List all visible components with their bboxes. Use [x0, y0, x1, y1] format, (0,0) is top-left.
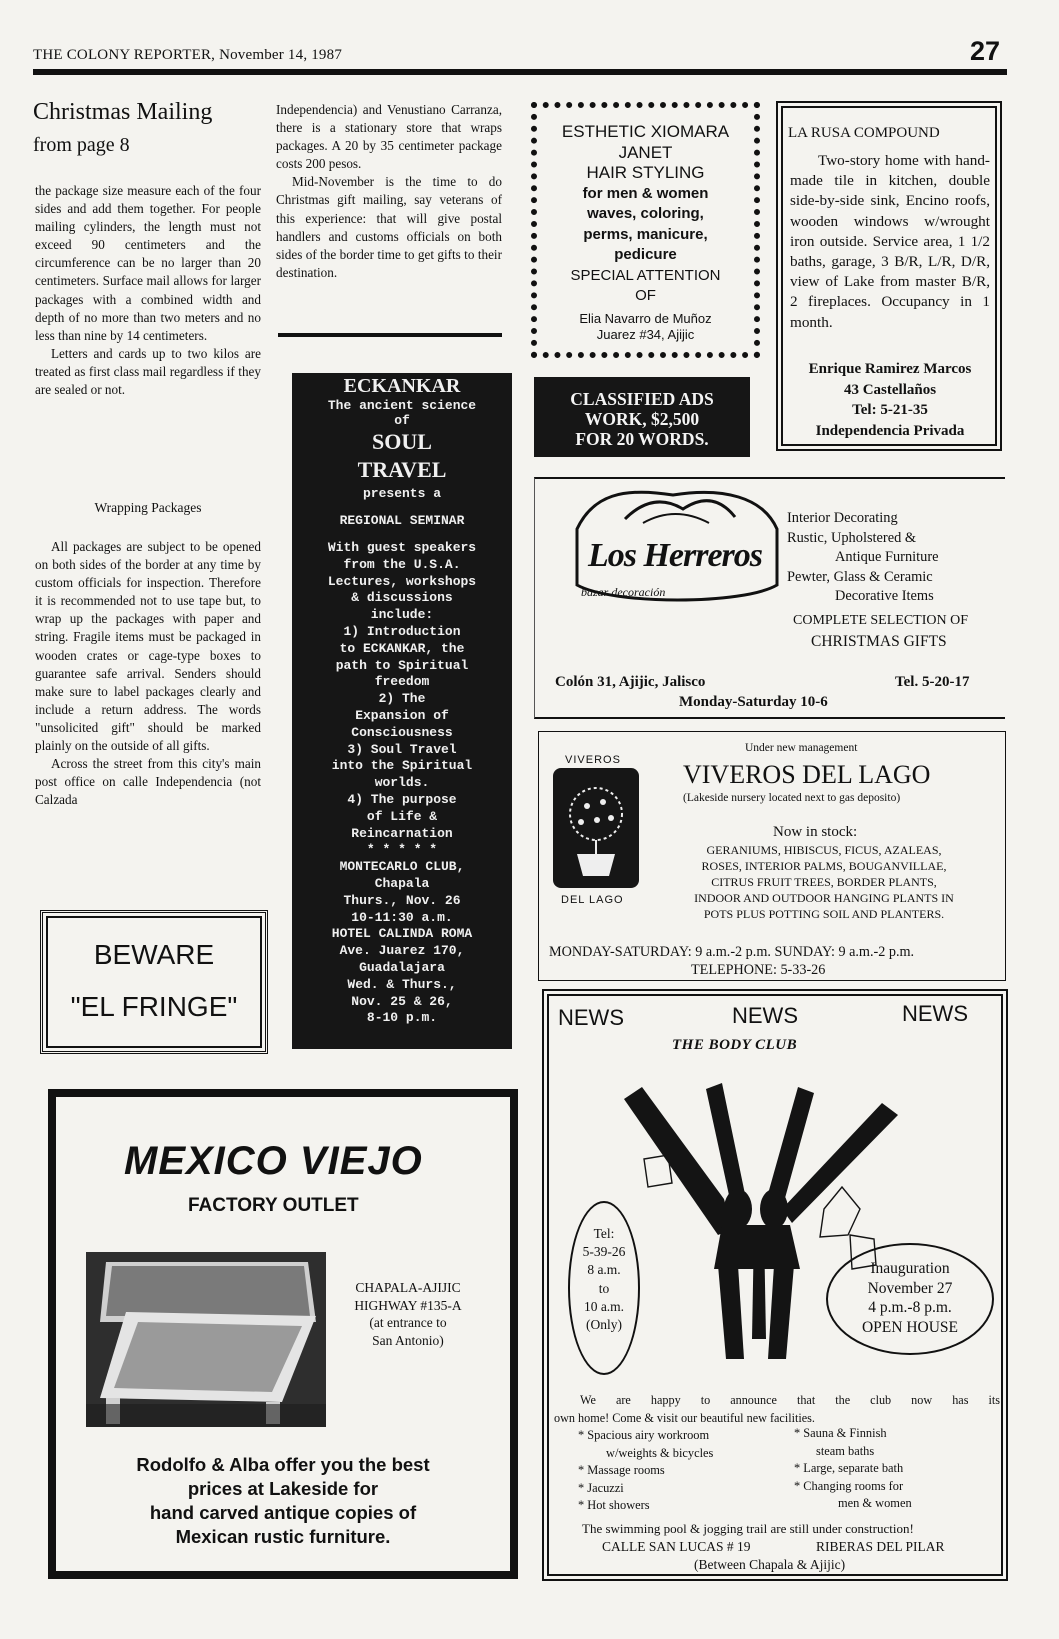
eckankar-travel: TRAVEL — [357, 457, 447, 482]
xiomara-line: waves, coloring, — [587, 205, 704, 222]
header-rule — [33, 69, 1007, 75]
furniture-photo — [86, 1252, 326, 1427]
eckankar-line: Expansion of — [355, 707, 449, 723]
herreros-gifts: CHRISTMAS GIFTS — [811, 633, 947, 650]
mexico-viejo-subtitle: FACTORY OUTLET — [188, 1195, 359, 1216]
eckankar-line: Thurs., Nov. 26 — [343, 892, 461, 908]
mexico-viejo-title: MEXICO VIEJO — [124, 1139, 423, 1183]
body-club-ad — [542, 989, 1008, 1581]
eckankar-line: worlds. — [374, 775, 430, 791]
classified-line2: WORK, $2,500 — [584, 409, 700, 429]
beware-line1: BEWARE — [93, 939, 215, 970]
viveros-subtitle: (Lakeside nursery located next to gas deposito) — [683, 792, 901, 804]
mexico-viejo-address-line: HIGHWAY #135-A — [354, 1297, 462, 1313]
la-rusa-title: LA RUSA COMPOUND — [788, 125, 940, 141]
eckankar-line: HOTEL CALINDA ROMA — [331, 926, 473, 942]
body-club-announce2: own home! Come & visit our beautiful new facilities. — [554, 1411, 815, 1425]
viveros-management: Under new management — [745, 742, 858, 754]
mexico-viejo-address-line: (at entrance to — [369, 1315, 447, 1330]
article-col1-bottom — [35, 538, 261, 809]
beware-ad — [40, 910, 268, 1054]
mexico-viejo-tagline-line: Mexican rustic furniture. — [175, 1526, 391, 1547]
eckankar-line: 8-10 p.m. — [366, 1010, 438, 1026]
eckankar-tagline-of: of — [394, 413, 410, 428]
eckankar-presents: presents a — [362, 486, 441, 501]
inauguration-line: Inauguration — [870, 1260, 950, 1277]
xiomara-line: for men & women — [582, 184, 709, 202]
amenity-item: * Changing rooms for — [794, 1478, 904, 1493]
eckankar-line: 4) The purpose — [347, 791, 457, 807]
news-label: NEWS — [558, 1005, 624, 1030]
xiomara-line: HAIR STYLING — [586, 163, 705, 182]
xiomara-line: OF — [635, 287, 656, 304]
eckankar-line: Nov. 25 & 26, — [351, 993, 453, 1009]
eckankar-line: Guadalajara — [359, 959, 445, 975]
tel-line: to — [598, 1280, 610, 1296]
classified-line1: CLASSIFIED ADS — [570, 389, 714, 409]
viveros-stock-line: ROSES, INTERIOR PALMS, BOUGANVILLAE, — [701, 859, 947, 873]
plant-pot-icon — [553, 768, 639, 888]
inauguration-oval — [826, 1243, 994, 1355]
viveros-stock-line: CITRUS FRUIT TREES, BORDER PLANTS, — [711, 875, 937, 889]
la-rusa-body: Two-story home with hand-made tile in kitchen, double side-by-side sink, Encino roofs, wooden windows w/wrought iron outside. Service area, 1 1/2 baths, garage, 3 B/R, L/R, D/R, view of Lake from master B/R, 2 fireplaces. Occupancy in 1 month. — [790, 152, 990, 331]
amenity-item: men & women — [838, 1496, 912, 1511]
amenity-item: w/weights & bicycles — [606, 1445, 714, 1460]
eckankar-line: Lectures, workshops — [327, 573, 477, 589]
viveros-stock-line: POTS PLUS POTTING SOIL AND PLANTERS. — [703, 907, 945, 921]
herreros-ad — [534, 477, 1005, 719]
xiomara-line: perms, manicure, — [583, 225, 708, 243]
article-col1-top — [35, 182, 261, 399]
la-rusa-contact-line: 43 Castellaños — [843, 381, 937, 398]
viveros-telephone: TELEPHONE: 5-33-26 — [691, 962, 826, 978]
body-club-announce1: We are happy to announce that the club now has its — [580, 1393, 1000, 1407]
body-club-title: THE BODY CLUB — [672, 1037, 798, 1053]
herreros-line: Pewter, Glass & Ceramic — [787, 568, 933, 585]
eckankar-line: to ECKANKAR, the — [339, 640, 465, 656]
viveros-logo-box — [553, 768, 639, 888]
inauguration-line: November 27 — [867, 1279, 953, 1297]
eckankar-details — [292, 540, 512, 1027]
eckankar-line: from the U.S.A. — [343, 556, 461, 572]
article-paragraph: All packages are subject to be opened on both sides of the border at any time by custom officials for inspection. Therefore it is recommended not to use tape but, to wrap up the packages with paper and string. Fragile items must be packaged in wooden crates or cage-type boxes to guarantee safe arrival. Senders should make sure to label packages clearly and include a return address. The words "unsolicited gift" should be marked plainly on the outside of all gifts. — [35, 539, 261, 754]
eckankar-line: 3) Soul Travel — [347, 741, 457, 757]
eckankar-line: 10-11:30 a.m. — [351, 909, 453, 925]
eckankar-title: ECKANKAR — [343, 375, 461, 397]
eckankar-line: * * * * * — [366, 842, 438, 858]
xiomara-line: pedicure — [614, 246, 677, 263]
body-club-address-right: RIBERAS DEL PILAR — [816, 1539, 945, 1554]
article-paragraph: Across the street from this city's main post office on calle Independencia (not Calzada — [35, 756, 261, 808]
eckankar-line: & discussions — [351, 590, 453, 606]
viveros-ad — [538, 731, 1006, 981]
mexico-viejo-tagline — [66, 1453, 500, 1549]
masthead: THE COLONY REPORTER, November 14, 1987 — [33, 47, 343, 63]
amenities-left — [578, 1427, 713, 1515]
amenity-item: * Hot showers — [578, 1498, 650, 1513]
la-rusa-contact — [788, 359, 992, 441]
mexico-viejo-tagline-line: Rodolfo & Alba offer you the best — [136, 1454, 430, 1475]
viveros-stock — [649, 842, 999, 922]
inauguration-line: 4 p.m.-8 p.m. — [868, 1299, 952, 1316]
eckankar-line: Ave. Juarez 170, — [339, 943, 465, 959]
news-label: NEWS — [902, 1001, 968, 1026]
viveros-logo-top: VIVEROS — [565, 754, 621, 766]
tel-line: 8 a.m. — [587, 1262, 621, 1278]
herreros-address: Colón 31, Ajijic, Jalisco — [555, 674, 706, 690]
furniture-image — [86, 1252, 326, 1427]
herreros-lines — [787, 509, 999, 607]
beware-line2: "EL FRINGE" — [70, 991, 238, 1022]
tel-line: 10 a.m. — [583, 1298, 625, 1314]
article-paragraph: Mid-November is the time to do Christmas gift mailing, say veterans of this experience: that will give postal handlers and customs officials on both sides of the border time to get gifts to their destination. — [276, 174, 502, 280]
la-rusa-ad — [776, 101, 1002, 451]
mexico-viejo-address-line: San Antonio) — [372, 1332, 444, 1348]
eckankar-line: Chapala — [374, 875, 430, 891]
eckankar-line: 2) The — [378, 691, 426, 707]
column-rule — [278, 333, 502, 337]
amenity-item: * Jacuzzi — [578, 1480, 624, 1495]
xiomara-line: ESTHETIC XIOMARA — [561, 122, 730, 141]
amenity-item: * Large, separate bath — [794, 1461, 904, 1476]
eckankar-soul: SOUL — [372, 429, 432, 454]
classified-line3: FOR 20 WORDS. — [575, 429, 709, 449]
viveros-logo-bottom: DEL LAGO — [561, 894, 624, 906]
eckankar-line: 1) Introduction — [343, 623, 461, 639]
tel-line: (Only) — [586, 1317, 622, 1333]
eckankar-line: include: — [370, 607, 434, 623]
viveros-hours: MONDAY-SATURDAY: 9 a.m.-2 p.m. SUNDAY: 9 a.m.-2 p.m. — [549, 944, 915, 960]
eckankar-line: of Life & — [366, 808, 438, 824]
herreros-line: Decorative Items — [835, 588, 934, 605]
article-subtitle: from page 8 — [33, 134, 130, 156]
eckankar-tagline: The ancient science — [327, 398, 477, 413]
xiomara-text — [537, 122, 754, 343]
body-club-construction: The swimming pool & jogging trail are still under construction! — [582, 1521, 914, 1536]
la-rusa-contact-line: Enrique Ramirez Marcos — [808, 361, 972, 377]
article-paragraph: Independencia) and Venustiano Carranza, there is a stationary store that wraps packages. A 20 by 35 centimeter package costs 200 pesos. — [276, 102, 502, 172]
eckankar-ad — [292, 373, 512, 1049]
body-club-address-left: CALLE SAN LUCAS # 19 — [602, 1539, 751, 1554]
article-col2 — [276, 101, 502, 282]
mexico-viejo-address — [338, 1279, 478, 1349]
classified-ad — [534, 377, 750, 457]
eckankar-line: With guest speakers — [327, 540, 477, 555]
amenity-item: steam baths — [816, 1443, 875, 1458]
xiomara-address: Juarez #34, Ajijic — [596, 326, 695, 342]
tel-line: Tel: — [593, 1226, 615, 1241]
xiomara-ad — [531, 102, 760, 358]
xiomara-line: JANET — [618, 142, 673, 162]
la-rusa-contact-line: Tel: 5-21-35 — [852, 402, 928, 418]
eckankar-line: Reincarnation — [351, 825, 453, 841]
amenity-item: * Spacious airy workroom — [578, 1428, 710, 1442]
xiomara-contact: Elia Navarro de Muñoz — [579, 310, 712, 326]
amenities-right — [794, 1425, 912, 1513]
article-paragraph: Letters and cards up to two kilos are treated as first class mail regardless if they are sealed or not. — [35, 345, 261, 398]
herreros-tel: Tel. 5-20-17 — [895, 674, 970, 690]
mexico-viejo-tagline-line: hand carved antique copies of — [149, 1502, 417, 1523]
eckankar-line: Wed. & Thurs., — [347, 976, 457, 992]
viveros-title: VIVEROS DEL LAGO — [683, 760, 931, 789]
eckankar-line: path to Spiritual — [335, 657, 469, 673]
page-number: 27 — [970, 36, 1001, 66]
article-title: Christmas Mailing — [33, 99, 213, 125]
news-label: NEWS — [732, 1003, 798, 1028]
article-paragraph: the package size measure each of the four sides and add them together. For people mailing cylinders, the length must not exceed 90 centimeters and the circumference can be no larger than 20 centimeters. Surface mail allows for larger packages with a combined width and depth of no more than two meters and no less than nine by 14 centimeters. — [35, 183, 261, 343]
eckankar-line: Consciousness — [351, 724, 453, 740]
eckankar-line: MONTECARLO CLUB, — [339, 859, 465, 875]
mexico-viejo-tagline-line: prices at Lakeside for — [187, 1478, 379, 1499]
eckankar-line: into the Spiritual — [331, 758, 473, 774]
amenity-item: * Massage rooms — [578, 1463, 665, 1478]
xiomara-line: SPECIAL ATTENTION — [570, 266, 721, 284]
herreros-complete: COMPLETE SELECTION OF — [793, 613, 968, 628]
amenity-item: * Sauna & Finnish — [794, 1426, 887, 1440]
eckankar-line: freedom — [374, 674, 430, 690]
herreros-line: Interior Decorating — [787, 510, 898, 526]
tel-oval — [568, 1201, 640, 1375]
tel-line: 5-39-26 — [582, 1244, 626, 1260]
herreros-logo — [563, 489, 787, 611]
la-rusa-contact-line: Independencia Privada — [815, 422, 965, 439]
inauguration-line: OPEN HOUSE — [861, 1318, 959, 1336]
herreros-line: Rustic, Upholstered & — [787, 529, 917, 546]
article-subhead: Wrapping Packages — [94, 500, 202, 515]
herreros-line: Antique Furniture — [835, 549, 939, 566]
mexico-viejo-address-line: CHAPALA-AJIJIC — [355, 1280, 461, 1295]
body-club-between: (Between Chapala & Ajijic) — [694, 1557, 846, 1572]
herreros-hours: Monday-Saturday 10-6 — [679, 694, 828, 710]
viveros-stock-line: INDOOR AND OUTDOOR HANGING PLANTS IN — [694, 891, 954, 905]
viveros-stock-head: Now in stock: — [773, 824, 858, 840]
herreros-logo-sub: bazar decoración — [581, 585, 666, 599]
herreros-logo-text: Los Herreros — [587, 537, 763, 574]
mexico-viejo-ad — [48, 1089, 518, 1579]
viveros-stock-line: GERANIUMS, HIBISCUS, FICUS, AZALEAS, — [706, 843, 942, 857]
eckankar-seminar: REGIONAL SEMINAR — [339, 513, 465, 528]
